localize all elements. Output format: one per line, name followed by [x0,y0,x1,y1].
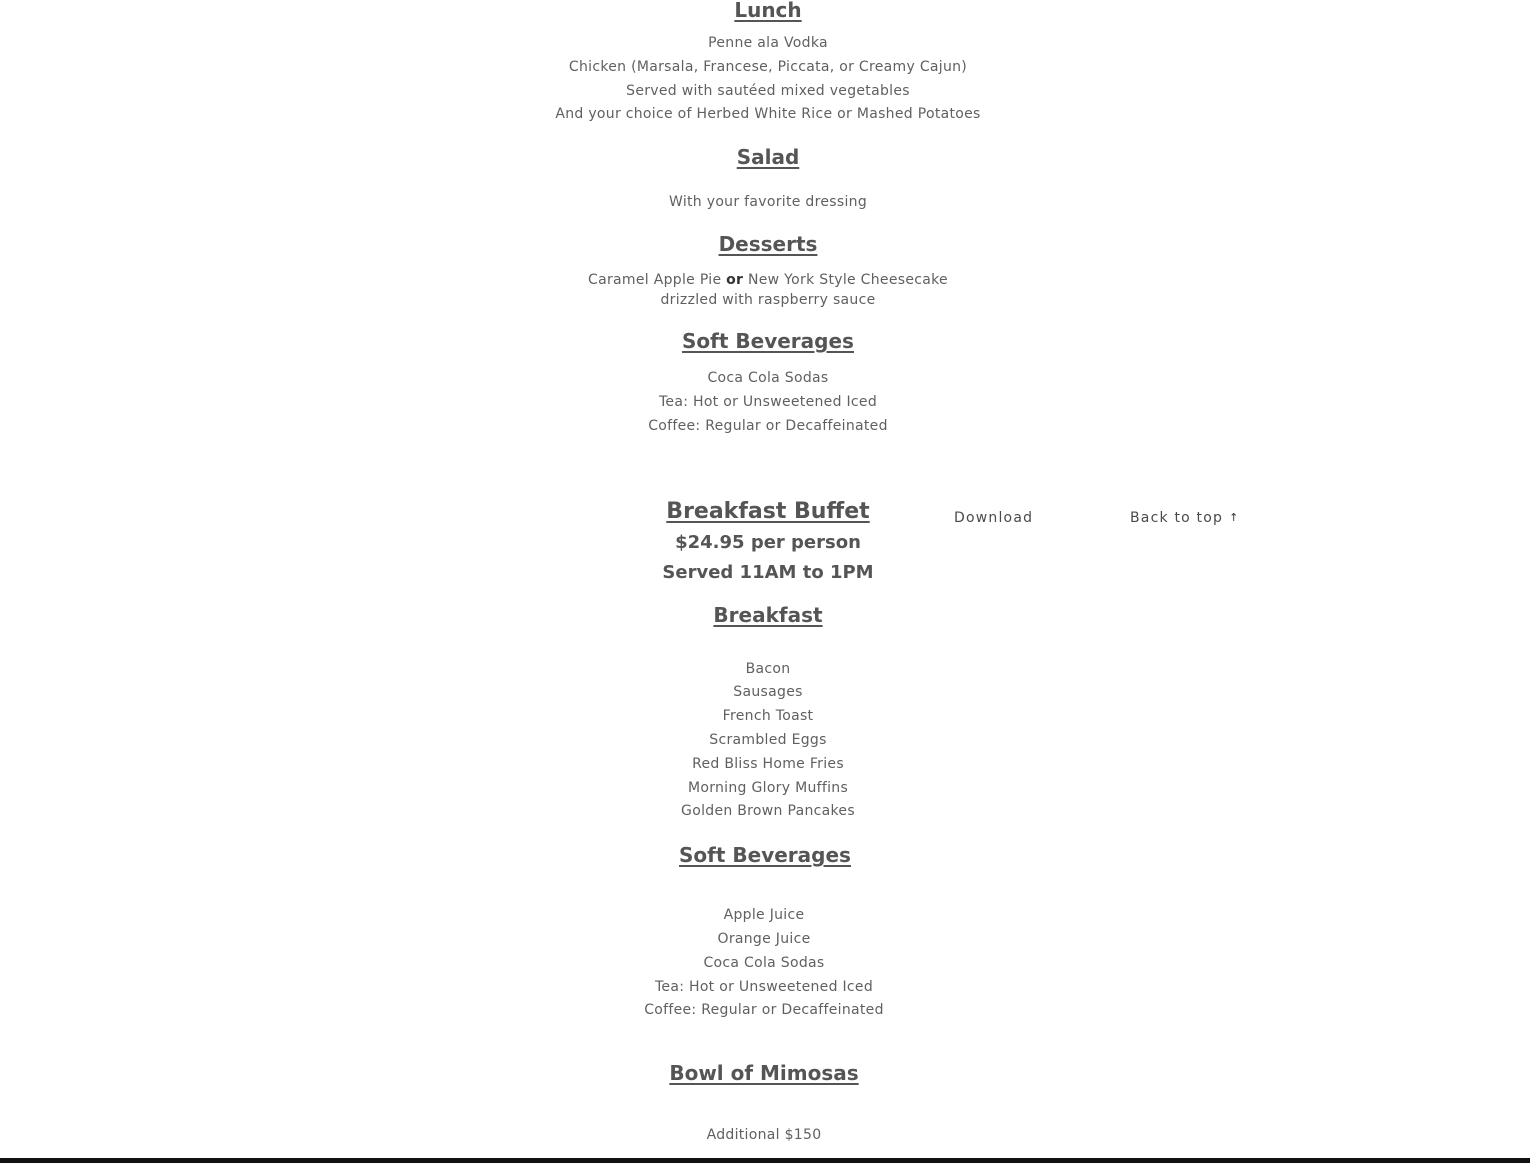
breakfast-item: Scrambled Eggs [709,732,827,748]
breakfast-beverages-heading: Soft Beverages [679,843,851,867]
dessert-or: or [726,272,744,288]
lunch-item: Chicken (Marsala, Francese, Piccata, or Creamy Cajun) [568,59,968,75]
beverage-item: Coca Cola Sodas [707,370,829,386]
dessert-option-b: New York Style Cheesecake [743,272,948,288]
lunch-beverages-heading: Soft Beverages [682,329,854,353]
back-to-top-label: Back to top [1130,510,1224,526]
salad-item: With your favorite dressing [668,194,868,210]
bottom-bar [0,1158,1530,1163]
buffet-price: $24.95 per person [675,532,861,553]
beverage-item: Orange Juice [717,931,811,947]
beverage-item: Coffee: Regular or Decaffeinated [644,1002,884,1018]
beverage-item: Coffee: Regular or Decaffeinated [648,418,888,434]
desserts-line-1 [588,273,948,287]
download-link[interactable]: Download [954,510,1034,526]
back-to-top-link[interactable] [1130,511,1240,525]
breakfast-item: French Toast [722,708,814,724]
desserts-line-2: drizzled with raspberry sauce [660,292,876,308]
lunch-item: And your choice of Herbed White Rice or Mashed Potatoes [555,106,981,122]
dessert-option-a: Caramel Apple Pie [588,272,727,288]
beverage-item: Coca Cola Sodas [703,955,825,971]
buffet-served-time: Served 11AM to 1PM [662,562,874,583]
breakfast-buffet-heading: Breakfast Buffet [666,499,870,524]
breakfast-item: Bacon [745,661,791,677]
breakfast-item: Morning Glory Muffins [687,780,849,796]
lunch-item: Penne ala Vodka [708,35,828,51]
breakfast-item: Sausages [733,684,803,700]
beverage-item: Tea: Hot or Unsweetened Iced [658,394,878,410]
breakfast-item: Golden Brown Pancakes [681,803,855,819]
arrow-up-icon: ↑ [1229,511,1240,524]
breakfast-heading: Breakfast [713,603,823,627]
mimosas-heading: Bowl of Mimosas [669,1061,859,1085]
salad-heading: Salad [736,145,800,169]
beverage-item: Apple Juice [723,907,805,923]
lunch-item: Served with sautéed mixed vegetables [626,83,910,99]
lunch-heading: Lunch [734,0,802,22]
breakfast-item: Red Bliss Home Fries [692,756,844,772]
mimosas-price: Additional $150 [706,1127,822,1143]
desserts-heading: Desserts [718,232,818,256]
beverage-item: Tea: Hot or Unsweetened Iced [654,979,874,995]
